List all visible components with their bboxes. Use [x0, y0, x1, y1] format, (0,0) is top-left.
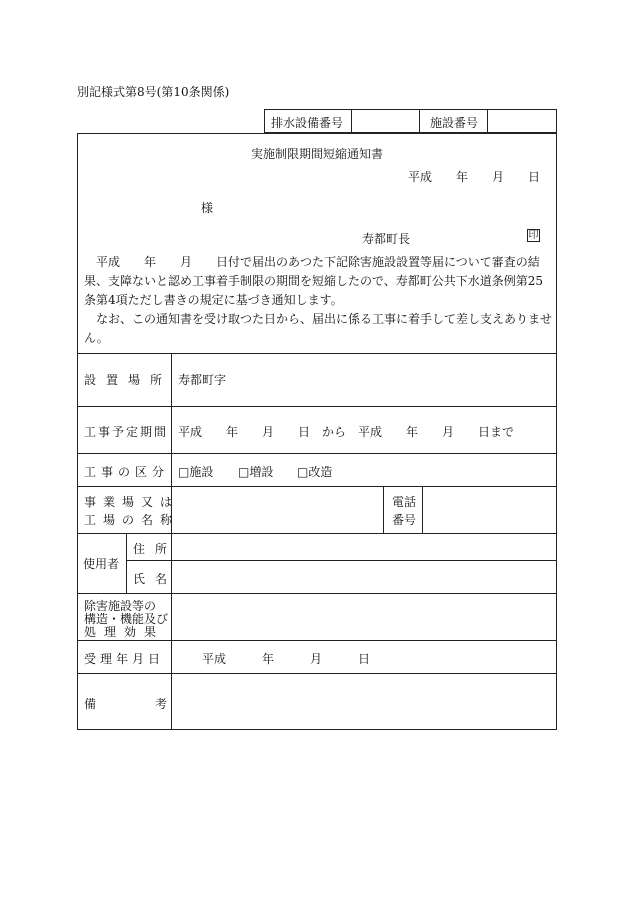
option-renovation-checkbox[interactable]: □改造	[297, 465, 333, 479]
row-line	[77, 353, 557, 354]
notice-date: 平成 年 月 日	[408, 170, 541, 184]
notice-title: 実施制限期間短縮通知書	[251, 147, 384, 161]
user-label: 使用者	[83, 557, 120, 571]
form-reference: 別記様式第8号(第10条関係)	[77, 85, 230, 99]
received-date-value[interactable]: 平成 年 月 日	[202, 652, 371, 666]
user-column-line	[126, 533, 127, 593]
structure-label-text: 除害施設等の	[84, 599, 157, 613]
row-line	[126, 560, 557, 561]
row-line	[77, 406, 557, 407]
drain-number-field[interactable]	[359, 112, 415, 130]
received-date-label: 受理年月日	[84, 652, 165, 666]
option-facility-checkbox[interactable]: □施設	[178, 465, 214, 479]
remarks-field[interactable]	[178, 678, 552, 726]
workplace-label-line2: 工場の名称	[84, 513, 180, 527]
name-label: 氏名	[133, 572, 178, 586]
address-label: 住所	[133, 542, 178, 556]
row-line	[77, 593, 557, 594]
divider	[419, 109, 420, 133]
phone-column-line	[383, 486, 384, 533]
divider	[487, 109, 488, 133]
remarks-label-first: 備	[84, 697, 97, 711]
user-address-field[interactable]	[178, 537, 552, 557]
structure-label-line2: 構造・機能及び	[84, 612, 169, 626]
structure-label-line3: 処理効果	[84, 625, 165, 639]
notice-supplement: なお、この通知書を受け取つた日から、届出に係る工事に着手して差し支えありません。	[84, 312, 553, 345]
drain-number-label: 排水設備番号	[271, 116, 344, 130]
phone-label-line1: 電話	[392, 495, 417, 509]
remarks-label-second: 考	[155, 697, 168, 711]
workplace-label-line1: 事業場又は	[84, 495, 180, 509]
location-label: 設置場所	[84, 373, 173, 387]
row-line	[77, 453, 557, 454]
facility-number-label: 施設番号	[430, 116, 479, 130]
phone-number-field[interactable]	[428, 493, 552, 529]
workplace-name-field[interactable]	[178, 493, 378, 529]
seal-stamp: 印	[528, 230, 539, 241]
divider	[351, 109, 352, 133]
row-line	[77, 673, 557, 674]
period-value[interactable]: 平成 年 月 日 から 平成 年 月 日まで	[178, 425, 515, 439]
addressee-suffix: 様	[201, 201, 214, 215]
row-line	[77, 640, 557, 641]
structure-field[interactable]	[178, 598, 552, 636]
facility-number-field[interactable]	[492, 112, 552, 130]
notice-body: 平成 年 月 日付で届出のあつた下記除害施設設置等届について審査の結果、支障ないと認め工事着手制限の期間を短縮したので、寿都町公共下水道条例第25条第4項ただし書きの規定に基づき通知します。	[84, 255, 544, 307]
user-name-field[interactable]	[178, 565, 552, 589]
location-value[interactable]: 寿都町字	[178, 373, 227, 387]
row-line	[77, 533, 557, 534]
issuer-name: 寿都町長	[362, 232, 411, 246]
option-expansion-checkbox[interactable]: □増設	[238, 465, 274, 479]
category-label: 工事の区分	[84, 465, 170, 479]
phone-column-line	[422, 486, 423, 533]
row-line	[77, 486, 557, 487]
period-label: 工事予定期間	[84, 425, 169, 439]
phone-label-line2: 番号	[392, 513, 417, 527]
